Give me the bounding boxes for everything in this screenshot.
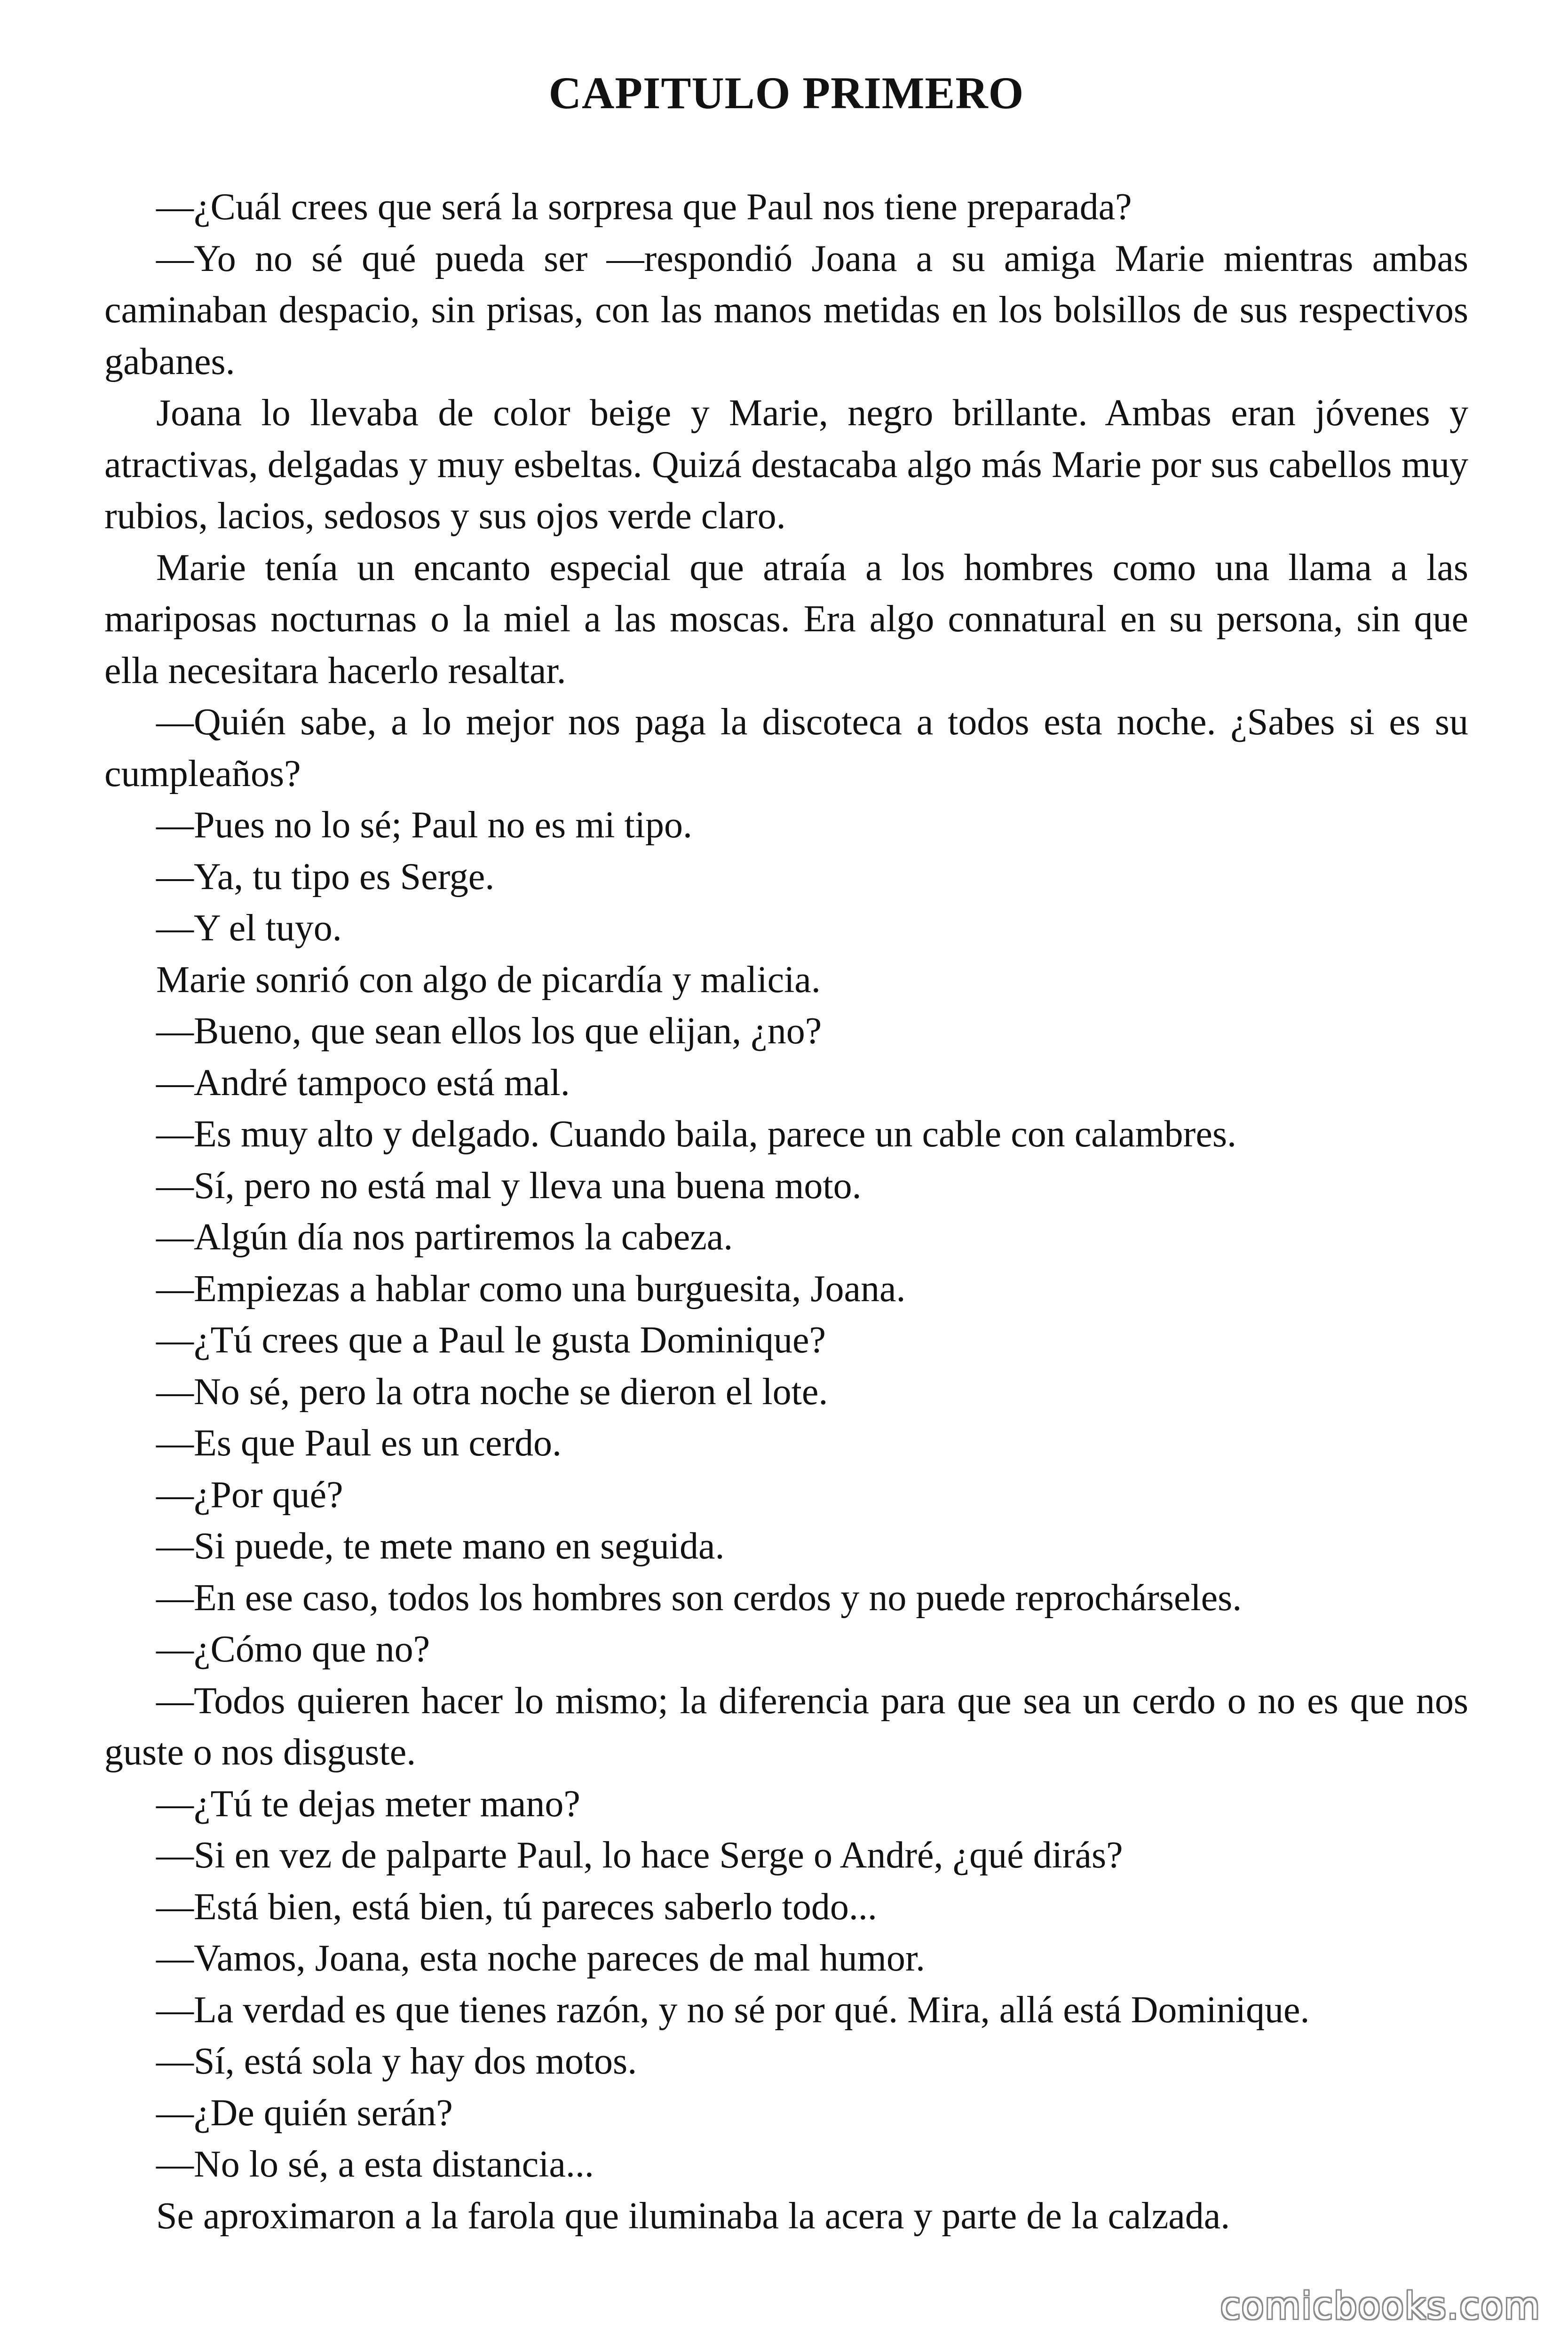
paragraph: —Es muy alto y delgado. Cuando baila, parece un cable con calambres. (156, 1113, 1236, 1155)
paragraph: —Si en vez de palparte Paul, lo hace Serge o André, ¿qué dirás? (156, 1835, 1123, 1876)
paragraph: —¿Tú te dejas meter mano? (156, 1783, 580, 1825)
paragraph: —No sé, pero la otra noche se dieron el lote. (156, 1371, 828, 1413)
body-text (104, 182, 1468, 2242)
watermark-logo: comicbooks.com (1220, 2285, 1541, 2328)
paragraph: —Pues no lo sé; Paul no es mi tipo. (156, 804, 692, 846)
paragraph: Marie sonrió con algo de picardía y malicia. (156, 959, 821, 1001)
paragraph: —La verdad es que tienes razón, y no sé por qué. Mira, allá está Dominique. (156, 1989, 1310, 2031)
paragraph: —Es que Paul es un cerdo. (156, 1422, 562, 1464)
paragraph: —Quién sabe, a lo mejor nos paga la discoteca a todos esta noche. ¿Sabes si es su cumpleaños? (104, 701, 1468, 795)
paragraph: —Si puede, te mete mano en seguida. (156, 1526, 725, 1567)
paragraph: —Yo no sé qué pueda ser —respondió Joana a su amiga Marie mientras ambas caminaban despacio, sin prisas, con las manos metidas en los bolsillos de sus respectivos gabanes. (104, 238, 1468, 382)
paragraph: —Empiezas a hablar como una burguesita, Joana. (156, 1268, 906, 1310)
paragraph: —En ese caso, todos los hombres son cerdos y no puede reprochárseles. (156, 1577, 1242, 1619)
paragraph: —¿De quién serán? (156, 2092, 453, 2134)
paragraph: —Vamos, Joana, esta noche pareces de mal humor. (156, 1938, 926, 1979)
paragraph: —Sí, pero no está mal y lleva una buena moto. (156, 1165, 862, 1207)
paragraph: —¿Tú crees que a Paul le gusta Dominique? (156, 1319, 826, 1361)
book-page (104, 0, 1468, 2352)
paragraph: —No lo sé, a esta distancia... (156, 2144, 594, 2185)
paragraph: —Algún día nos partiremos la cabeza. (156, 1216, 733, 1258)
paragraph: —Y el tuyo. (156, 907, 342, 949)
paragraph: Marie tenía un encanto especial que atraía a los hombres como una llama a las mariposas nocturnas o la miel a las moscas. Era algo connatural en su persona, sin que ella necesitara hacerlo resaltar. (104, 547, 1468, 691)
paragraph: —Todos quieren hacer lo mismo; la diferencia para que sea un cerdo o no es que nos guste o nos disguste. (104, 1680, 1468, 1773)
paragraph: Se aproximaron a la farola que iluminaba la acera y parte de la calzada. (156, 2195, 1230, 2237)
paragraph: —Sí, está sola y hay dos motos. (156, 2041, 637, 2082)
paragraph: —André tampoco está mal. (156, 1062, 570, 1104)
chapter-title: CAPITULO PRIMERO (548, 68, 1024, 118)
paragraph: —¿Por qué? (156, 1474, 343, 1516)
paragraph: —Bueno, que sean ellos los que elijan, ¿no? (156, 1010, 822, 1052)
paragraph: Joana lo llevaba de color beige y Marie, negro brillante. Ambas eran jóvenes y atractivas, delgadas y muy esbeltas. Quizá destacaba algo más Marie por sus cabellos muy rubios, lacios, sedosos y sus ojos verde claro. (104, 392, 1468, 537)
paragraph: —Ya, tu tipo es Serge. (156, 856, 495, 898)
paragraph: —¿Cómo que no? (156, 1629, 430, 1670)
paragraph: —¿Cuál crees que será la sorpresa que Paul nos tiene preparada? (156, 186, 1132, 228)
paragraph: —Está bien, está bien, tú pareces saberlo todo... (156, 1886, 877, 1928)
